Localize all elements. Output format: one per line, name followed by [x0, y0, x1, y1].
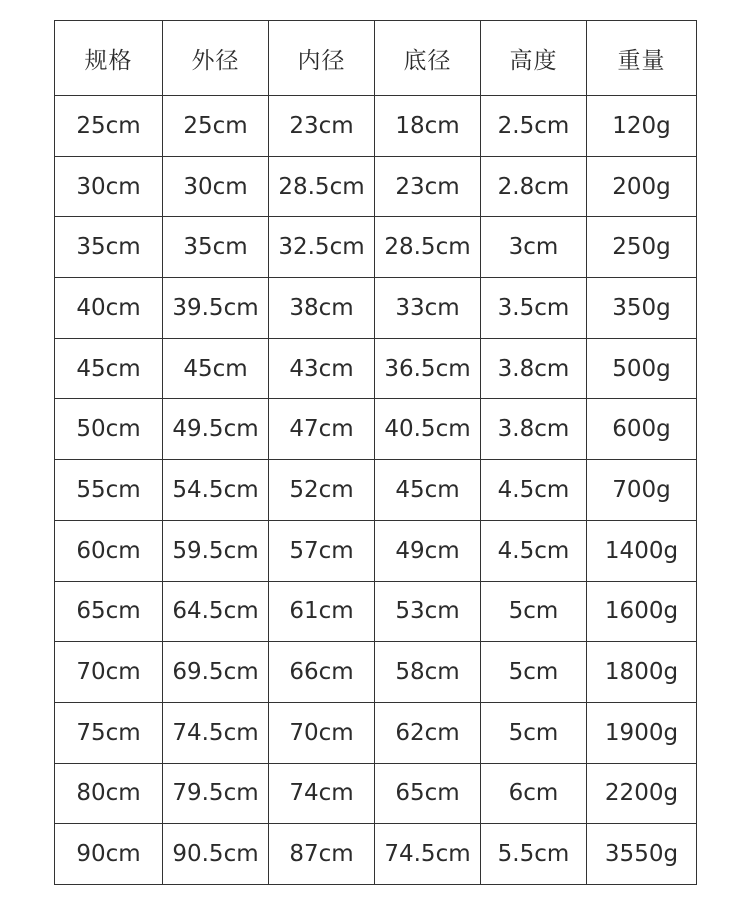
cell-base-diameter: 65cm	[375, 763, 481, 824]
cell-inner-diameter: 28.5cm	[269, 156, 375, 217]
cell-outer-diameter: 64.5cm	[163, 581, 269, 642]
table-row	[55, 338, 697, 399]
cell-base-diameter: 23cm	[375, 156, 481, 217]
cell-height: 5.5cm	[481, 824, 587, 885]
table-row	[55, 763, 697, 824]
cell-weight: 700g	[587, 460, 697, 521]
cell-height: 3.8cm	[481, 338, 587, 399]
cell-inner-diameter: 47cm	[269, 399, 375, 460]
cell-outer-diameter: 49.5cm	[163, 399, 269, 460]
table-row	[55, 702, 697, 763]
table-body	[55, 96, 697, 885]
spec-table	[54, 20, 697, 885]
cell-outer-diameter: 45cm	[163, 338, 269, 399]
cell-spec: 60cm	[55, 520, 163, 581]
cell-spec: 90cm	[55, 824, 163, 885]
cell-spec: 70cm	[55, 642, 163, 703]
table-row	[55, 581, 697, 642]
cell-outer-diameter: 35cm	[163, 217, 269, 278]
table-row	[55, 460, 697, 521]
cell-base-diameter: 62cm	[375, 702, 481, 763]
cell-weight: 500g	[587, 338, 697, 399]
header-height: 高度	[481, 21, 587, 96]
cell-inner-diameter: 57cm	[269, 520, 375, 581]
cell-height: 2.8cm	[481, 156, 587, 217]
cell-inner-diameter: 74cm	[269, 763, 375, 824]
cell-outer-diameter: 79.5cm	[163, 763, 269, 824]
cell-weight: 1600g	[587, 581, 697, 642]
cell-height: 5cm	[481, 702, 587, 763]
cell-inner-diameter: 70cm	[269, 702, 375, 763]
table-row	[55, 278, 697, 339]
cell-weight: 600g	[587, 399, 697, 460]
cell-base-diameter: 18cm	[375, 96, 481, 157]
cell-weight: 350g	[587, 278, 697, 339]
table-row	[55, 399, 697, 460]
cell-outer-diameter: 90.5cm	[163, 824, 269, 885]
cell-outer-diameter: 54.5cm	[163, 460, 269, 521]
cell-weight: 1800g	[587, 642, 697, 703]
cell-spec: 40cm	[55, 278, 163, 339]
cell-spec: 25cm	[55, 96, 163, 157]
cell-inner-diameter: 23cm	[269, 96, 375, 157]
header-weight: 重量	[587, 21, 697, 96]
cell-inner-diameter: 52cm	[269, 460, 375, 521]
cell-inner-diameter: 87cm	[269, 824, 375, 885]
cell-weight: 3550g	[587, 824, 697, 885]
cell-weight: 200g	[587, 156, 697, 217]
cell-height: 6cm	[481, 763, 587, 824]
cell-weight: 1400g	[587, 520, 697, 581]
table-row	[55, 217, 697, 278]
cell-base-diameter: 36.5cm	[375, 338, 481, 399]
cell-spec: 35cm	[55, 217, 163, 278]
cell-height: 4.5cm	[481, 460, 587, 521]
cell-height: 3cm	[481, 217, 587, 278]
cell-weight: 250g	[587, 217, 697, 278]
cell-spec: 30cm	[55, 156, 163, 217]
cell-inner-diameter: 66cm	[269, 642, 375, 703]
table-row	[55, 156, 697, 217]
cell-base-diameter: 33cm	[375, 278, 481, 339]
cell-spec: 45cm	[55, 338, 163, 399]
cell-spec: 50cm	[55, 399, 163, 460]
table-row	[55, 96, 697, 157]
cell-spec: 80cm	[55, 763, 163, 824]
cell-outer-diameter: 59.5cm	[163, 520, 269, 581]
cell-outer-diameter: 25cm	[163, 96, 269, 157]
cell-base-diameter: 28.5cm	[375, 217, 481, 278]
header-outer-diameter: 外径	[163, 21, 269, 96]
cell-weight: 2200g	[587, 763, 697, 824]
cell-spec: 75cm	[55, 702, 163, 763]
cell-base-diameter: 58cm	[375, 642, 481, 703]
cell-weight: 120g	[587, 96, 697, 157]
cell-base-diameter: 74.5cm	[375, 824, 481, 885]
cell-outer-diameter: 39.5cm	[163, 278, 269, 339]
cell-height: 4.5cm	[481, 520, 587, 581]
cell-outer-diameter: 69.5cm	[163, 642, 269, 703]
header-inner-diameter: 内径	[269, 21, 375, 96]
header-base-diameter: 底径	[375, 21, 481, 96]
cell-base-diameter: 45cm	[375, 460, 481, 521]
cell-spec: 55cm	[55, 460, 163, 521]
cell-inner-diameter: 38cm	[269, 278, 375, 339]
cell-weight: 1900g	[587, 702, 697, 763]
cell-inner-diameter: 32.5cm	[269, 217, 375, 278]
table-header-row	[55, 21, 697, 96]
cell-base-diameter: 53cm	[375, 581, 481, 642]
cell-base-diameter: 49cm	[375, 520, 481, 581]
table-row	[55, 642, 697, 703]
cell-height: 3.5cm	[481, 278, 587, 339]
cell-spec: 65cm	[55, 581, 163, 642]
cell-height: 3.8cm	[481, 399, 587, 460]
cell-inner-diameter: 43cm	[269, 338, 375, 399]
cell-base-diameter: 40.5cm	[375, 399, 481, 460]
header-spec: 规格	[55, 21, 163, 96]
table-row	[55, 824, 697, 885]
cell-height: 5cm	[481, 642, 587, 703]
cell-height: 5cm	[481, 581, 587, 642]
cell-inner-diameter: 61cm	[269, 581, 375, 642]
table-row	[55, 520, 697, 581]
cell-outer-diameter: 30cm	[163, 156, 269, 217]
cell-height: 2.5cm	[481, 96, 587, 157]
cell-outer-diameter: 74.5cm	[163, 702, 269, 763]
